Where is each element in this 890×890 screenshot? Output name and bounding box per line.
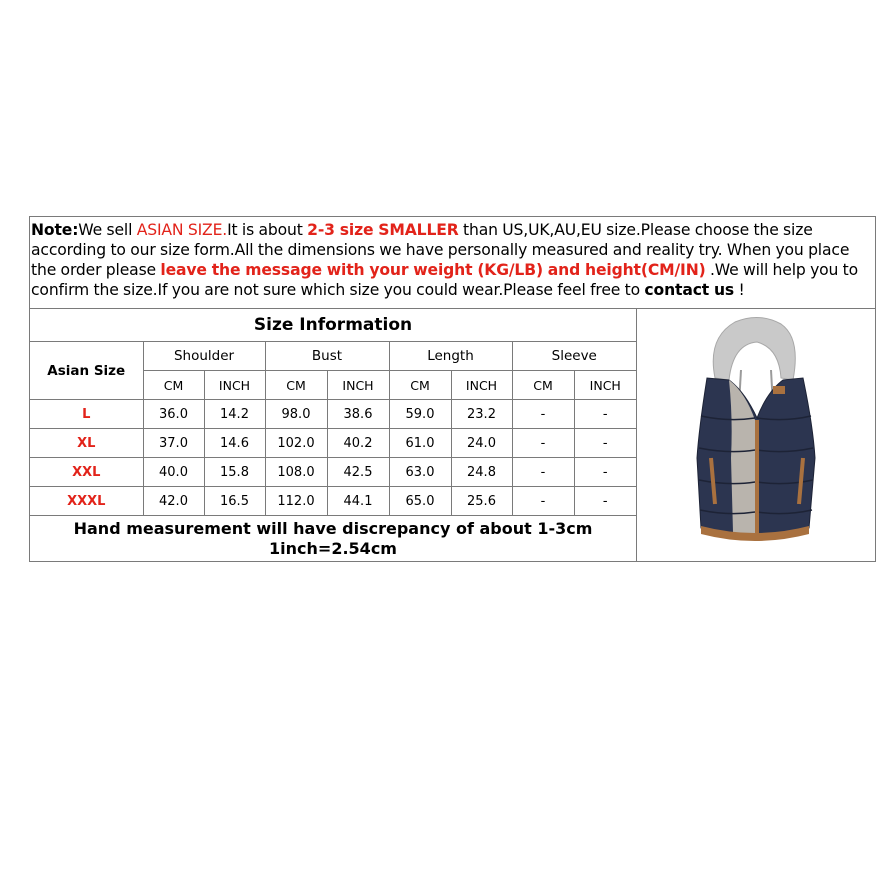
size-label: XL (30, 429, 143, 458)
shoulder-header: Shoulder (143, 342, 265, 371)
table-row (30, 400, 636, 429)
length-header: Length (389, 342, 512, 371)
table-cell: 16.5 (204, 487, 265, 516)
table-title: Size Information (30, 308, 636, 342)
unit-header: INCH (451, 371, 512, 400)
note-text-2: It is about (227, 221, 308, 239)
bust-header: Bust (265, 342, 389, 371)
leave-message-text: leave the message with your weight (KG/LB) and height(CM/IN) (160, 261, 706, 279)
table-cell: 63.0 (389, 458, 451, 487)
note-text-5: ! (734, 281, 745, 299)
table-cell: - (512, 400, 574, 429)
table-cell: 38.6 (327, 400, 389, 429)
size-label: L (30, 400, 143, 429)
unit-header: INCH (327, 371, 389, 400)
unit-header: CM (265, 371, 327, 400)
size-chart (29, 216, 876, 562)
table-cell: 37.0 (143, 429, 204, 458)
note-label: Note: (31, 221, 79, 239)
table-row (30, 458, 636, 487)
size-table (30, 308, 636, 562)
inch-conversion: 1inch=2.54cm (269, 539, 397, 558)
table-cell: 23.2 (451, 400, 512, 429)
table-cell: 25.6 (451, 487, 512, 516)
table-cell: 24.8 (451, 458, 512, 487)
note-text-1: We sell (78, 221, 137, 239)
unit-header: CM (143, 371, 204, 400)
size-label: XXL (30, 458, 143, 487)
table-cell: 59.0 (389, 400, 451, 429)
table-cell: - (512, 458, 574, 487)
unit-header: INCH (204, 371, 265, 400)
note-text-4: .We will help you to confirm the size.If you are not sure which size you could wear.Please feel free to (31, 261, 859, 299)
table-cell: - (574, 429, 636, 458)
unit-header: INCH (574, 371, 636, 400)
table-cell: - (574, 400, 636, 429)
table-cell: 14.2 (204, 400, 265, 429)
size-table-area (30, 308, 637, 561)
table-cell: 65.0 (389, 487, 451, 516)
table-cell: 15.8 (204, 458, 265, 487)
table-cell: 61.0 (389, 429, 451, 458)
table-footer (30, 516, 636, 563)
table-cell: 24.0 (451, 429, 512, 458)
note-text-3: than US,UK,AU,EU size.Please choose the size according to our size form.All the dimensions we have personally measured and reality try. When you place the order please (31, 221, 850, 279)
table-cell: 40.2 (327, 429, 389, 458)
table-cell: 44.1 (327, 487, 389, 516)
hooded-vest-icon (637, 308, 875, 561)
table-cell: - (574, 458, 636, 487)
table-cell: 40.0 (143, 458, 204, 487)
table-cell: 108.0 (265, 458, 327, 487)
smaller-text: 2-3 size SMALLER (307, 221, 459, 239)
table-cell: 14.6 (204, 429, 265, 458)
contact-us-text: contact us (644, 281, 735, 299)
table-cell: - (512, 429, 574, 458)
table-row (30, 487, 636, 516)
size-label: XXXL (30, 487, 143, 516)
discrepancy-note: Hand measurement will have discrepancy of about 1-3cm (73, 519, 593, 538)
table-cell: - (574, 487, 636, 516)
table-cell: - (512, 487, 574, 516)
asian-size-text: ASIAN SIZE. (136, 221, 228, 239)
product-image (637, 308, 875, 561)
size-note (30, 217, 875, 309)
table-cell: 36.0 (143, 400, 204, 429)
table-cell: 42.5 (327, 458, 389, 487)
asian-size-header: Asian Size (30, 342, 143, 400)
table-cell: 112.0 (265, 487, 327, 516)
table-row (30, 429, 636, 458)
sleeve-header: Sleeve (512, 342, 636, 371)
table-cell: 98.0 (265, 400, 327, 429)
unit-header: CM (389, 371, 451, 400)
unit-header: CM (512, 371, 574, 400)
table-cell: 102.0 (265, 429, 327, 458)
table-cell: 42.0 (143, 487, 204, 516)
